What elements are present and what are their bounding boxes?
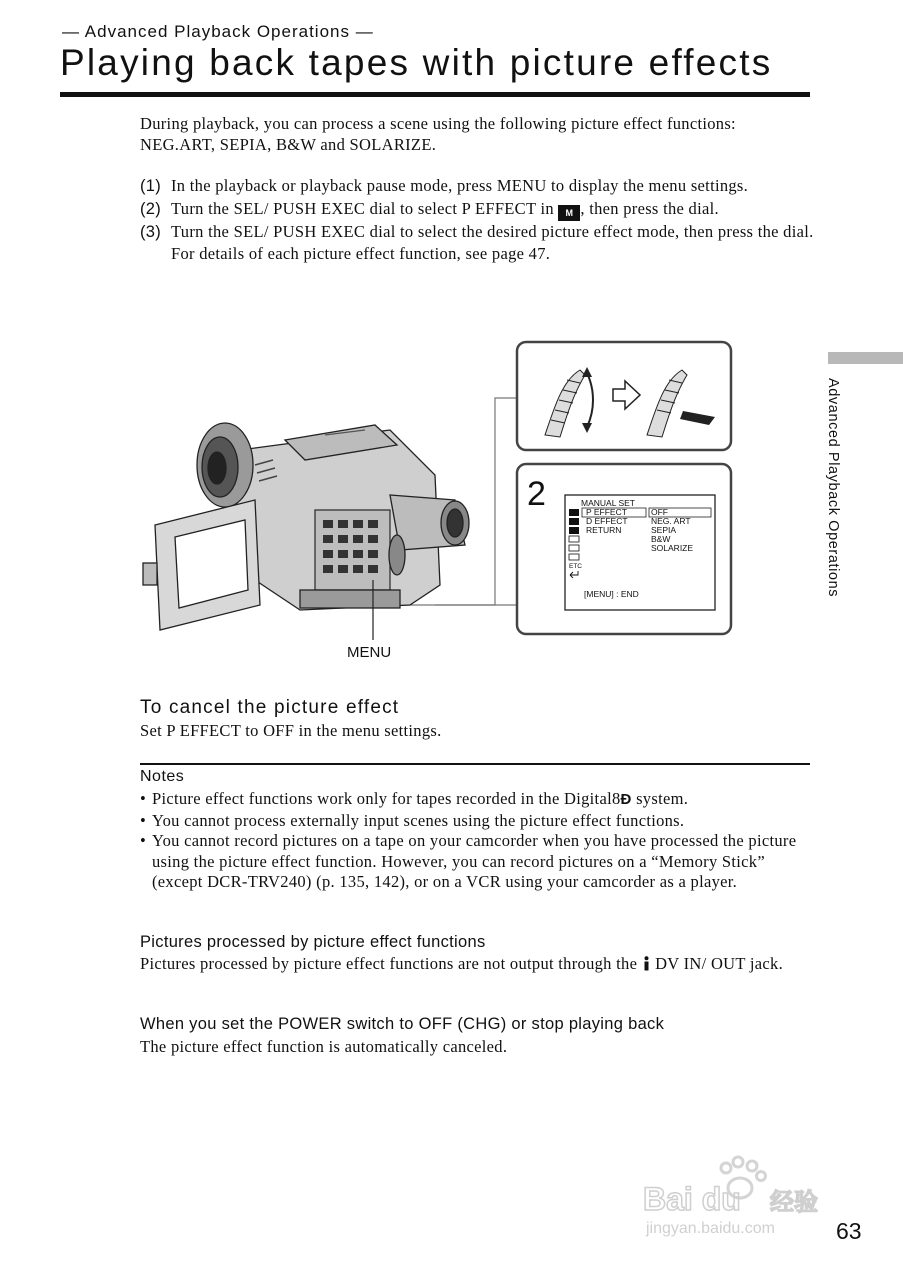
cancel-body: Set P EFFECT to OFF in the menu settings. [140,721,442,740]
step-text-end: , then press the dial. [580,198,719,218]
notes-heading: Notes [140,768,185,785]
digital8-logo-icon: Ð [620,791,632,808]
page-number: 63 [836,1218,862,1244]
camcorder-figure [135,335,745,680]
subsection-body-output [140,953,820,974]
step-number: (1) [140,177,162,195]
step-detail: For details of each picture effect function, see page 47. [171,244,551,263]
lcd-option-sepia: SEPIA [651,525,677,535]
lcd-etc-label: ETC [569,563,582,570]
side-section-label-text: Advanced Playback Operations [825,378,841,598]
step-text: In the playback or playback pause mode, press MENU to display the menu settings. [171,176,749,195]
watermark-url: jingyan.baidu.com [646,1220,775,1237]
intro-paragraph: During playback, you can process a scene using the following picture effect functions: NEG.ART, SEPIA, B&W and SOLARIZE. [140,114,736,154]
subsection-text-end: DV IN/ OUT jack. [650,954,784,973]
menu-callout-label: MENU [347,644,392,661]
lcd-option-off: OFF [651,507,668,517]
side-section-label [819,378,849,608]
step-text: Turn the SEL/ PUSH EXEC dial to select the desired picture effect mode, then press the dial. [171,221,814,241]
lcd-option-bw: B&W [651,534,671,544]
step-number: (2) [140,199,162,218]
section-tab-marker [828,352,903,364]
section-kicker: — Advanced Playback Operations — [62,22,374,41]
note-text: You cannot record pictures on a tape on your camcorder when you have processed the picture using the picture effect function. However, you can record pictures on a “Memory Stick” (except DCR-TRV240) (p. 135, 142), or on a VCR using your camcorder as a player. [152,831,797,892]
title-rule [60,92,810,97]
step-2 [140,198,820,221]
bullet: • [140,831,147,851]
lcd-footer: [MENU] : END [584,589,639,599]
note-text: You cannot process externally input scenes using the picture effect functions. [152,810,685,830]
step-text: Turn the SEL/ PUSH EXEC dial to select P EFFECT in [171,198,554,218]
subsection-heading-power: When you set the POWER switch to OFF (CHG) or stop playing back [140,1015,665,1033]
page-title: Playing back tapes with picture effects [60,42,773,83]
subsection-text: Pictures processed by picture effect functions are not output through the [140,954,638,973]
lcd-item-p-effect: P EFFECT [586,507,627,517]
lcd-option-neg-art: NEG. ART [651,516,691,526]
note-item [140,811,820,832]
steps-list [140,175,820,266]
note-text: Picture effect functions work only for tapes recorded in the Digital8 [152,789,621,808]
notes-divider [140,763,810,765]
camcorder-illustration [143,423,469,630]
lcd-option-solarize: SOLARIZE [651,543,694,553]
lcd-item-return: RETURN [586,525,622,535]
subsection-heading-output: Pictures processed by picture effect functions [140,933,486,951]
manual-set-menu-icon: M [558,205,580,221]
notes-list [140,789,820,893]
baidu-watermark [640,1140,840,1240]
lcd-item-d-effect: D EFFECT [586,516,628,526]
lcd-title: MANUAL SET [581,498,636,508]
watermark-brand: Bai du [643,1181,741,1217]
note-item [140,789,820,811]
step-3 [140,221,820,266]
step-1 [140,175,820,198]
note-text-end: system. [631,789,689,808]
watermark-cn: 经验 [770,1188,818,1216]
step-2-label: 2 [527,475,546,513]
note-item [140,831,820,893]
bullet: • [140,789,147,808]
step-number: (3) [140,222,162,241]
subsection-body-power: The picture effect function is automatically canceled. [140,1037,508,1056]
bullet: • [140,810,147,830]
cancel-heading: To cancel the picture effect [140,697,400,718]
ilink-icon [642,956,651,971]
